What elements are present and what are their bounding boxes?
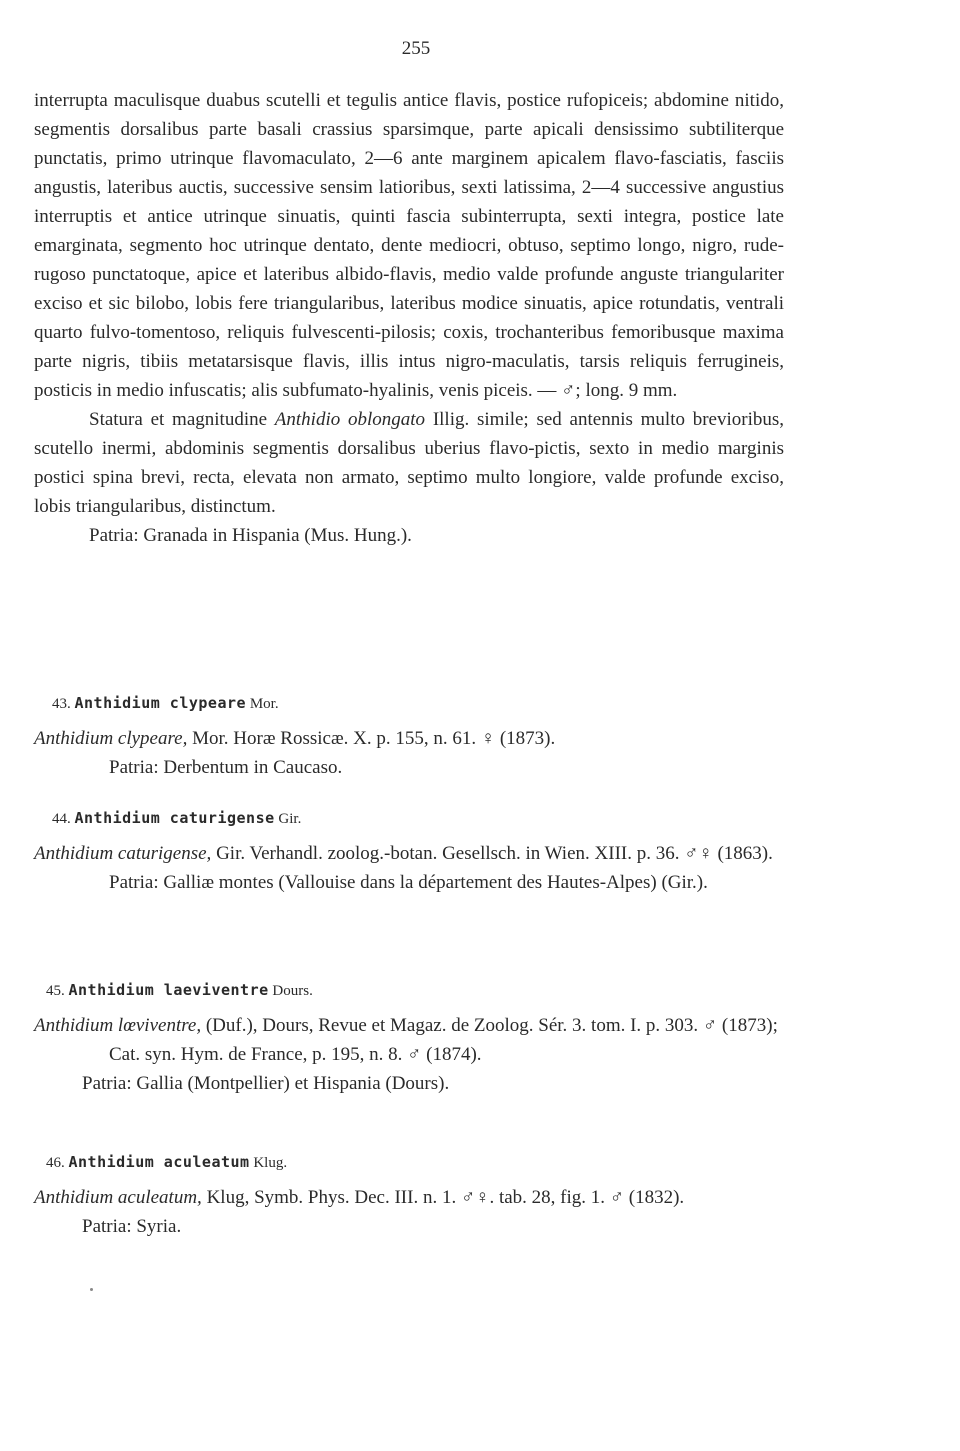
reference-citation: Klug, Symb. Phys. Dec. III. n. 1. ♂♀. tab. 28, fig. 1. ♂ (1832). [201, 1187, 685, 1208]
species-entry [34, 693, 794, 782]
entry-patria: Patria: Gallia (Montpellier) et Hispania (Dours). [82, 1073, 450, 1094]
entry-patria: Patria: Syria. [82, 1216, 182, 1237]
entry-author: Gir. [278, 811, 302, 827]
entry-species: Anthidium laeviventre [68, 981, 269, 999]
entry-number: 43. [52, 696, 71, 712]
reference-citation: Mor. Horæ Rossicæ. X. p. 155, n. 61. ♀ (1873). [187, 728, 556, 749]
entry-species: Anthidium clypeare [74, 694, 247, 712]
species-entry [34, 980, 794, 1098]
entry-author: Mor. [249, 696, 279, 712]
entry-number: 45. [46, 983, 65, 999]
entry-reference [34, 839, 794, 868]
comparison-text-post: Illig. simile; sed antennis multo brevioribus, scutello inermi, abdominis segmentis dorsalibus uberius flavo-pictis, sexto in medio marginis postici spina brevi, recta, elevata non armato, septimo multo longiore, valde profunde exciso, lobis triangularibus, distinctum. [34, 409, 785, 517]
entry-number: 44. [52, 811, 71, 827]
stray-mark [90, 1288, 93, 1291]
entry-author: Klug. [253, 1155, 288, 1171]
reference-species: Anthidium lœviventre, [34, 1015, 202, 1036]
entry-species: Anthidium aculeatum [68, 1153, 250, 1171]
description-paragraph: interrupta maculisque duabus scutelli et tegulis antice flavis, postice rufopiceis; abdomine nitido, segmentis dorsalibus parte basali crassius sparsimque, parte apicali densissimo subtiliterque punctatis, primo utrinque flavomaculato, 2—6 ante marginem apicalem flavo-fasciatis, fasciis angustis, lateribus auctis, successive sensim latioribus, sexti latissima, 2—4 successive angustius interruptis et antice utrinque sinuatis, quinti fascia subinterrupta, sexti integra, postice late emarginata, segmento hoc utrinque dentato, dente mediocri, obtuso, septimo longo, nigro, rude-rugoso punctatoque, apice et lateribus albido-flavis, medio valde profunde anguste triangulariter exciso et sic bilobo, lobis fere triangularibus, lateribus modice sinuatis, apice rotundatis, ventrali quarto fulvo-tomentoso, reliquis fulvescenti-pilosis; coxis, trochanteribus femoribusque maxima parte nigris, tibiis metatarsisque flavis, illis intus nigro-maculatis, tarsis reliquis ferrugineis, posticis in medio infuscatis; alis subfumato-hyalinis, venis piceis. — ♂; long. 9 mm. [34, 90, 784, 401]
entry-patria: Patria: Derbentum in Caucaso. [109, 757, 343, 778]
entry-reference [34, 724, 794, 753]
entry-reference [34, 1183, 794, 1212]
comparison-text-pre: Statura et magnitudine [89, 409, 275, 430]
entry-heading [34, 1152, 794, 1173]
species-entry [34, 808, 794, 897]
entry-reference [34, 1011, 794, 1069]
species-entry [34, 1152, 794, 1241]
page-number: 255 [401, 38, 431, 59]
entry-author: Dours. [272, 983, 313, 999]
reference-species: Anthidium clypeare, [34, 728, 188, 749]
entry-species: Anthidium caturigense [74, 809, 275, 827]
entry-heading [34, 693, 794, 714]
patria-line: Patria: Granada in Hispania (Mus. Hung.). [89, 525, 412, 546]
comparison-species: Anthidio oblongato [274, 409, 426, 430]
reference-species: Anthidium caturigense, [34, 843, 212, 864]
reference-species: Anthidium aculeatum, [34, 1187, 202, 1208]
entry-heading [34, 808, 794, 829]
reference-citation: (Duf.), Dours, Revue et Magaz. de Zoolog. Sér. 3. tom. I. p. 303. ♂ (1873); Cat. syn. Hym. de France, p. 195, n. 8. ♂ (1874). [109, 1015, 778, 1065]
entry-heading [34, 980, 794, 1001]
comparison-paragraph [34, 405, 784, 521]
entry-number: 46. [46, 1155, 65, 1171]
reference-citation: Gir. Verhandl. zoolog.-botan. Gesellsch. in Wien. XIII. p. 36. ♂♀ (1863). [211, 843, 773, 864]
description-block [34, 86, 784, 550]
entry-patria: Patria: Galliæ montes (Vallouise dans la département des Hautes-Alpes) (Gir.). [109, 872, 708, 893]
